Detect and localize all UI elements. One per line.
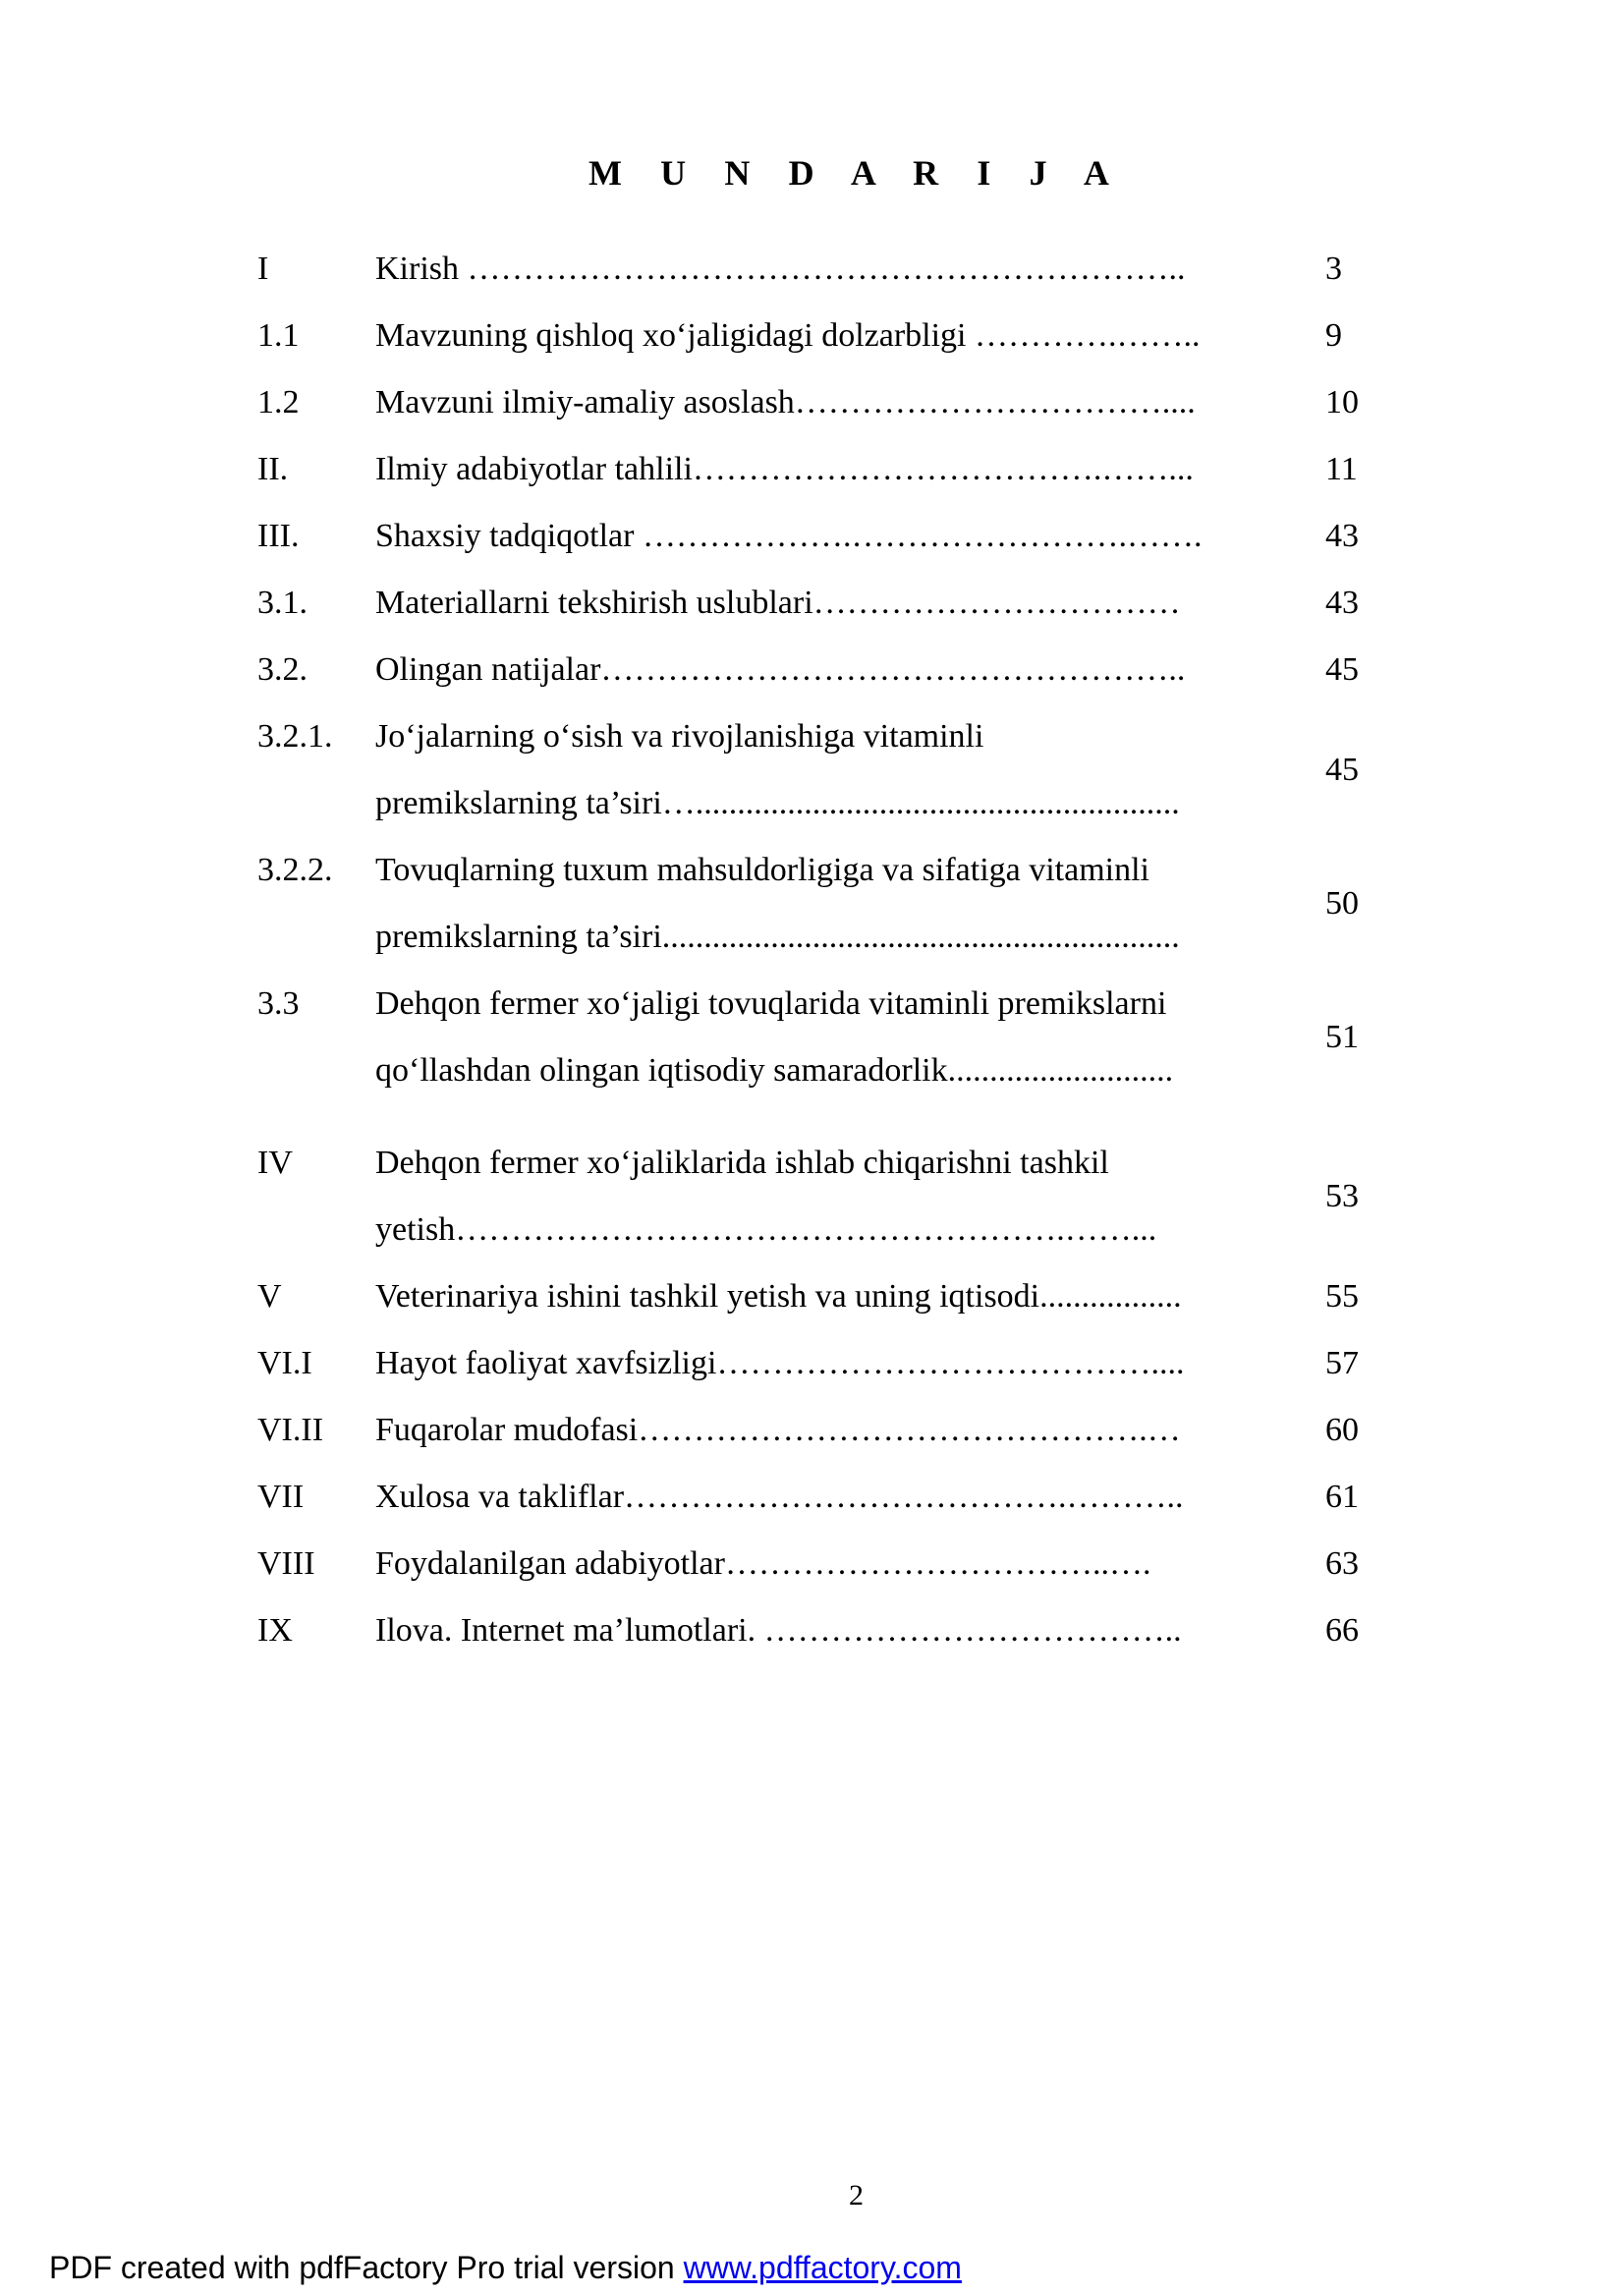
toc-entry xyxy=(257,436,1387,503)
toc-entry-title xyxy=(375,570,1314,637)
toc-entry-page: 55 xyxy=(1325,1278,1359,1315)
toc-entry-page: 9 xyxy=(1325,317,1342,354)
toc-entry-number: 1.2 xyxy=(257,384,300,420)
toc-entry-number: V xyxy=(257,1278,282,1315)
toc-entry-title-line: Olingan natijalar…………………………………………….. xyxy=(375,651,1186,688)
toc-entry-title-line: Fuqarolar mudofasi……………………………………….… xyxy=(375,1412,1181,1448)
toc-entry-page: 66 xyxy=(1325,1612,1359,1649)
toc-entry xyxy=(257,703,1387,837)
toc-entry-page: 61 xyxy=(1325,1479,1359,1515)
toc-entry xyxy=(257,303,1387,369)
toc-entry xyxy=(257,570,1387,637)
toc-entry-title-line: yetish……………………………………………….……... xyxy=(375,1211,1157,1248)
toc-entry-title xyxy=(375,1597,1314,1664)
toc-entry-title xyxy=(375,1531,1314,1597)
toc-entry-title-line: Xulosa va takliflar………………………………….……….. xyxy=(375,1479,1184,1515)
toc-entry-number: VIII xyxy=(257,1545,315,1582)
toc-entry-page: 43 xyxy=(1325,518,1359,554)
toc-entry-page: 60 xyxy=(1325,1412,1359,1448)
toc-entry-page: 50 xyxy=(1325,885,1359,922)
toc-entry-title xyxy=(375,1130,1314,1263)
toc-entry-title xyxy=(375,236,1314,303)
toc-entry-title-line: qo‘llashdan olingan iqtisodiy samaradorlik........................... xyxy=(375,1052,1174,1089)
toc-entry-title xyxy=(375,369,1314,436)
toc-entry-title-line: Dehqon fermer xo‘jaliklarida ishlab chiqarishni tashkil xyxy=(375,1145,1109,1181)
toc-entry-title-line: premikslarning ta’siri….......................................................... xyxy=(375,785,1180,821)
watermark-link[interactable]: www.pdffactory.com xyxy=(683,2250,962,2285)
watermark-footer xyxy=(49,2250,962,2286)
toc-entry-title-line: Materiallarni tekshirish uslublari…………………………… xyxy=(375,585,1181,621)
toc-entry-page: 45 xyxy=(1325,752,1359,788)
toc-entry xyxy=(257,637,1387,703)
toc-entry-title-line: Hayot faoliyat xavfsizligi………………………………….... xyxy=(375,1345,1185,1381)
toc-entry-title-line: Mavzuni ilmiy-amaliy asoslash…………………………….... xyxy=(375,384,1196,420)
toc-entry-title xyxy=(375,503,1314,570)
toc-entry xyxy=(257,1263,1387,1330)
toc-entry xyxy=(257,503,1387,570)
toc-entry-number: 3.3 xyxy=(257,985,300,1022)
toc-entry-title-line: Kirish ……………………………………………………….. xyxy=(375,251,1186,287)
toc-entry xyxy=(257,1130,1387,1263)
toc-entry-number: 1.1 xyxy=(257,317,300,354)
toc-entry-page: 10 xyxy=(1325,384,1359,420)
toc-entry-title xyxy=(375,637,1314,703)
toc-entry-number: 3.1. xyxy=(257,585,308,621)
toc-entry xyxy=(257,971,1387,1104)
toc-entry-title xyxy=(375,971,1314,1104)
toc-entry-title-line: Ilova. Internet ma’lumotlari. ……………………………….. xyxy=(375,1612,1182,1649)
toc-entry-title xyxy=(375,1464,1314,1531)
toc-entry-number: 3.2.1. xyxy=(257,718,333,755)
toc-entry xyxy=(257,1464,1387,1531)
toc-entry-title xyxy=(375,303,1314,369)
toc-entry-title-line: Shaxsiy tadqiqotlar ……………….…………………….……. xyxy=(375,518,1203,554)
toc-entry-title-line: Jo‘jalarning o‘sish va rivojlanishiga vitaminli xyxy=(375,718,984,755)
page-number: 2 xyxy=(849,2179,864,2212)
table-of-contents xyxy=(257,236,1387,1664)
toc-entry-number: II. xyxy=(257,451,289,487)
toc-entry-title xyxy=(375,1263,1314,1330)
toc-entry xyxy=(257,1397,1387,1464)
toc-entry xyxy=(257,1597,1387,1664)
toc-entry xyxy=(257,837,1387,971)
toc-entry-title-line: premikslarning ta’siri.............................................................. xyxy=(375,919,1180,955)
toc-entry-page: 3 xyxy=(1325,251,1342,287)
toc-entry-title xyxy=(375,436,1314,503)
toc-entry-number: VI.I xyxy=(257,1345,312,1381)
toc-entry-page: 11 xyxy=(1325,451,1358,487)
toc-entry-number: IX xyxy=(257,1612,293,1649)
toc-entry xyxy=(257,369,1387,436)
toc-entry-number: 3.2. xyxy=(257,651,308,688)
toc-entry-number: IV xyxy=(257,1145,293,1181)
toc-entry-number: VI.II xyxy=(257,1412,324,1448)
toc-entry-title xyxy=(375,1330,1314,1397)
toc-entry-title-line: Mavzuning qishloq xo‘jaligidagi dolzarbligi ………….…….. xyxy=(375,317,1201,354)
toc-entry-number: III. xyxy=(257,518,300,554)
toc-entry xyxy=(257,236,1387,303)
toc-entry xyxy=(257,1531,1387,1597)
toc-entry-title-line: Dehqon fermer xo‘jaligi tovuqlarida vitaminli premikslarni xyxy=(375,985,1167,1022)
toc-entry-page: 57 xyxy=(1325,1345,1359,1381)
toc-entry-page: 43 xyxy=(1325,585,1359,621)
toc-entry xyxy=(257,1330,1387,1397)
toc-entry-title xyxy=(375,703,1314,837)
page-title: M U N D A R I J A xyxy=(588,153,1125,193)
toc-entry-title-line: Foydalanilgan adabiyotlar……………………………..…. xyxy=(375,1545,1151,1582)
toc-entry-title xyxy=(375,1397,1314,1464)
toc-entry-title-line: Ilmiy adabiyotlar tahlili……………………………….……... xyxy=(375,451,1194,487)
toc-entry-title-line: Tovuqlarning tuxum mahsuldorligiga va sifatiga vitaminli xyxy=(375,852,1149,888)
toc-entry-title-line: Veterinariya ishini tashkil yetish va uning iqtisodi................. xyxy=(375,1278,1182,1315)
toc-entry-number: I xyxy=(257,251,269,287)
toc-entry-title xyxy=(375,837,1314,971)
toc-entry-page: 51 xyxy=(1325,1019,1359,1055)
toc-entry-number: VII xyxy=(257,1479,305,1515)
watermark-text: PDF created with pdfFactory Pro trial version xyxy=(49,2250,684,2285)
toc-entry-page: 53 xyxy=(1325,1178,1359,1214)
toc-entry-number: 3.2.2. xyxy=(257,852,333,888)
toc-entry-page: 63 xyxy=(1325,1545,1359,1582)
toc-entry-page: 45 xyxy=(1325,651,1359,688)
